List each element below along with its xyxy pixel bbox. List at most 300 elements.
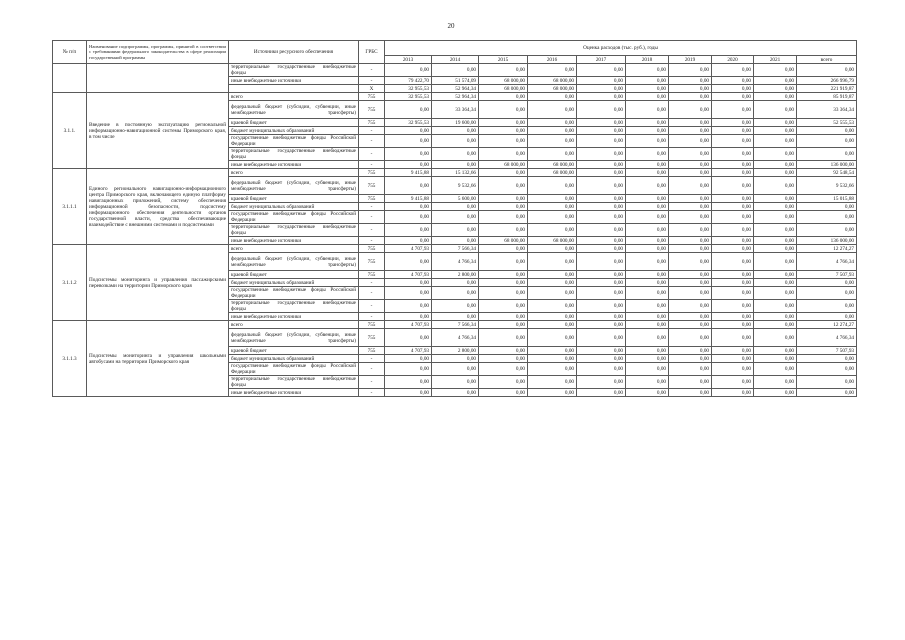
year-value: 0,00	[528, 329, 577, 347]
grbs-code: 755	[359, 195, 385, 203]
year-value: 68 000,00	[528, 85, 577, 93]
year-value: 0,00	[712, 195, 754, 203]
year-value: 0,00	[577, 177, 626, 195]
year-value: 0,00	[754, 77, 797, 85]
year-value: 0,00	[669, 287, 712, 300]
year-value: 68 000,00	[479, 85, 528, 93]
year-value: 0,00	[669, 64, 712, 77]
grbs-code: -	[359, 287, 385, 300]
row-total-value: 0,00	[797, 287, 857, 300]
year-value: 0,00	[385, 203, 432, 211]
year-value: 0,00	[669, 85, 712, 93]
funding-source: территориальные государственные внебюджетные фонды	[229, 148, 359, 161]
year-value: 0,00	[669, 347, 712, 355]
year-value: 0,00	[385, 376, 432, 389]
grbs-code: 755	[359, 177, 385, 195]
row-total-value: 0,00	[797, 224, 857, 237]
row-total-value: 33 364,34	[797, 101, 857, 119]
year-value: 0,00	[754, 321, 797, 329]
year-value: 0,00	[528, 279, 577, 287]
row-total-value: 0,00	[797, 279, 857, 287]
row-total-value: 0,00	[797, 127, 857, 135]
header-year: 2013	[385, 56, 432, 64]
year-value: 52 964,34	[432, 93, 479, 101]
year-value: 0,00	[754, 287, 797, 300]
year-value: 0,00	[479, 287, 528, 300]
row-total-value: 0,00	[797, 389, 857, 397]
row-total-value: 12 274,27	[797, 321, 857, 329]
funding-source: территориальные государственные внебюджетные фонды	[229, 300, 359, 313]
year-value: 0,00	[669, 161, 712, 169]
year-value: 0,00	[669, 389, 712, 397]
year-value: 0,00	[754, 127, 797, 135]
funding-source: иные внебюджетные источники	[229, 313, 359, 321]
year-value: 0,00	[577, 127, 626, 135]
year-value: 0,00	[432, 224, 479, 237]
item-number: 3.1.1.1	[53, 169, 87, 245]
grbs-code: -	[359, 389, 385, 397]
grbs-code: 755	[359, 245, 385, 253]
header-year: 2017	[577, 56, 626, 64]
grbs-code: 755	[359, 253, 385, 271]
grbs-code: -	[359, 135, 385, 148]
grbs-code: X	[359, 85, 385, 93]
year-value: 0,00	[626, 119, 669, 127]
year-value: 0,00	[712, 313, 754, 321]
year-value: 0,00	[432, 148, 479, 161]
header-year: 2019	[669, 56, 712, 64]
year-value: 0,00	[626, 77, 669, 85]
table-row	[53, 93, 857, 101]
row-total-value: 7 507,93	[797, 347, 857, 355]
header-grbs: ГРБС	[359, 41, 385, 64]
year-value: 0,00	[577, 253, 626, 271]
year-value: 68 000,00	[528, 77, 577, 85]
year-value: 0,00	[669, 93, 712, 101]
year-value: 5 600,00	[432, 195, 479, 203]
item-number: 3.1.1.	[53, 93, 87, 169]
year-value: 0,00	[479, 203, 528, 211]
year-value: 0,00	[754, 195, 797, 203]
year-value: 0,00	[626, 195, 669, 203]
year-value: 0,00	[432, 363, 479, 376]
row-total-value: 12 274,27	[797, 245, 857, 253]
year-value: 0,00	[626, 347, 669, 355]
year-value: 0,00	[577, 313, 626, 321]
funding-source: федеральный бюджет (субсидии, субвенции, иные межбюджетные трансферты)	[229, 329, 359, 347]
year-value: 0,00	[712, 363, 754, 376]
year-value: 0,00	[577, 135, 626, 148]
year-value: 0,00	[432, 64, 479, 77]
year-value: 0,00	[577, 300, 626, 313]
year-value: 0,00	[626, 237, 669, 245]
grbs-code: -	[359, 64, 385, 77]
year-value: 0,00	[669, 203, 712, 211]
year-value: 32 955,53	[385, 119, 432, 127]
year-value: 0,00	[754, 313, 797, 321]
year-value: 0,00	[754, 93, 797, 101]
grbs-code: -	[359, 203, 385, 211]
year-value: 0,00	[577, 148, 626, 161]
row-total-value: 4 766,34	[797, 329, 857, 347]
year-value: 0,00	[528, 119, 577, 127]
row-total-value: 0,00	[797, 135, 857, 148]
year-value: 0,00	[669, 127, 712, 135]
year-value: 0,00	[712, 161, 754, 169]
year-value: 0,00	[577, 376, 626, 389]
funding-source: государственные внебюджетные фонды Российской Федерации	[229, 287, 359, 300]
funding-source: бюджет муниципальных образований	[229, 127, 359, 135]
year-value: 0,00	[528, 355, 577, 363]
year-value: 0,00	[479, 148, 528, 161]
year-value: 0,00	[432, 355, 479, 363]
year-value: 0,00	[669, 279, 712, 287]
year-value: 0,00	[712, 329, 754, 347]
year-value: 0,00	[626, 224, 669, 237]
year-value: 0,00	[626, 355, 669, 363]
year-value: 0,00	[669, 321, 712, 329]
year-value: 9 415,88	[385, 195, 432, 203]
year-value: 0,00	[626, 279, 669, 287]
year-value: 0,00	[754, 177, 797, 195]
grbs-code: 755	[359, 93, 385, 101]
year-value: 0,00	[754, 211, 797, 224]
year-value: 4 707,93	[385, 271, 432, 279]
year-value: 0,00	[712, 211, 754, 224]
year-value: 0,00	[712, 253, 754, 271]
year-value: 0,00	[385, 300, 432, 313]
row-total-value: 0,00	[797, 211, 857, 224]
row-total-value: 266 996,79	[797, 77, 857, 85]
table-row	[53, 64, 857, 77]
grbs-code: -	[359, 279, 385, 287]
year-value: 0,00	[479, 271, 528, 279]
year-value: 0,00	[385, 211, 432, 224]
year-value: 0,00	[528, 347, 577, 355]
funding-source: бюджет муниципальных образований	[229, 203, 359, 211]
year-value: 0,00	[626, 177, 669, 195]
year-value: 0,00	[626, 148, 669, 161]
year-value: 0,00	[712, 300, 754, 313]
year-value: 0,00	[385, 101, 432, 119]
year-value: 0,00	[626, 321, 669, 329]
funding-source: краевой бюджет	[229, 271, 359, 279]
year-value: 0,00	[626, 203, 669, 211]
year-value: 0,00	[754, 85, 797, 93]
grbs-code: 755	[359, 101, 385, 119]
year-value: 0,00	[528, 127, 577, 135]
year-value: 0,00	[577, 93, 626, 101]
year-value: 0,00	[626, 389, 669, 397]
row-total-value: 136 000,00	[797, 237, 857, 245]
year-value: 7 566,34	[432, 321, 479, 329]
year-value: 0,00	[577, 119, 626, 127]
year-value: 0,00	[385, 177, 432, 195]
year-value: 0,00	[385, 237, 432, 245]
header-total: всего	[797, 56, 857, 64]
funding-source: всего	[229, 321, 359, 329]
year-value: 0,00	[626, 376, 669, 389]
funding-source: территориальные государственные внебюджетные фонды	[229, 376, 359, 389]
year-value: 0,00	[528, 203, 577, 211]
row-total-value: 4 766,34	[797, 253, 857, 271]
year-value: 0,00	[577, 203, 626, 211]
year-value: 0,00	[577, 237, 626, 245]
year-value: 0,00	[626, 313, 669, 321]
year-value: 4 766,34	[432, 329, 479, 347]
funding-source: иные внебюджетные источники	[229, 77, 359, 85]
year-value: 0,00	[626, 211, 669, 224]
funding-source: краевой бюджет	[229, 347, 359, 355]
funding-source: бюджет муниципальных образований	[229, 279, 359, 287]
year-value: 0,00	[577, 64, 626, 77]
grbs-code: -	[359, 363, 385, 376]
year-value: 9 415,88	[385, 169, 432, 177]
year-value: 0,00	[712, 177, 754, 195]
program-name	[87, 64, 229, 93]
year-value: 0,00	[626, 363, 669, 376]
year-value: 0,00	[528, 363, 577, 376]
year-value: 0,00	[577, 287, 626, 300]
year-value: 0,00	[626, 93, 669, 101]
year-value: 0,00	[385, 161, 432, 169]
year-value: 0,00	[577, 347, 626, 355]
item-number	[53, 64, 87, 93]
year-value: 0,00	[528, 211, 577, 224]
program-name: Подсистемы мониторинга и управления школьными автобусами на территории Приморского края	[87, 321, 229, 397]
table-row	[53, 321, 857, 329]
row-total-value: 0,00	[797, 363, 857, 376]
year-value: 0,00	[577, 389, 626, 397]
year-value: 0,00	[754, 347, 797, 355]
year-value: 68 000,00	[479, 161, 528, 169]
year-value: 0,00	[479, 127, 528, 135]
row-total-value: 7 507,93	[797, 271, 857, 279]
year-value: 33 364,34	[432, 101, 479, 119]
year-value: 0,00	[669, 300, 712, 313]
year-value: 0,00	[712, 77, 754, 85]
year-value: 0,00	[626, 253, 669, 271]
grbs-code: -	[359, 376, 385, 389]
table-row	[53, 245, 857, 253]
year-value: 0,00	[712, 169, 754, 177]
year-value: 0,00	[669, 135, 712, 148]
row-total-value: 92 548,54	[797, 169, 857, 177]
funding-source: государственные внебюджетные фонды Российской Федерации	[229, 211, 359, 224]
program-name: Единого регионального навигационно-информационного центра Приморского края, включающего единую платформу навигационных приложений, систему обеспечения информационной безопасности, подсистему информационного обеспечения деятельности органов государственной власти, средства обеспечивающие взаимодействие с внешними системами и подсистемами	[87, 169, 229, 245]
year-value: 0,00	[479, 329, 528, 347]
year-value: 0,00	[669, 253, 712, 271]
year-value: 52 964,34	[432, 85, 479, 93]
grbs-code: 755	[359, 347, 385, 355]
year-value: 0,00	[577, 101, 626, 119]
year-value: 0,00	[528, 135, 577, 148]
year-value: 0,00	[432, 135, 479, 148]
year-value: 0,00	[669, 169, 712, 177]
year-value: 0,00	[432, 203, 479, 211]
year-value: 0,00	[577, 321, 626, 329]
year-value: 0,00	[754, 224, 797, 237]
year-value: 0,00	[479, 177, 528, 195]
year-value: 2 800,00	[432, 271, 479, 279]
year-value: 0,00	[479, 64, 528, 77]
page-number: 20	[447, 22, 455, 30]
year-value: 0,00	[479, 245, 528, 253]
year-value: 0,00	[669, 148, 712, 161]
year-value: 0,00	[577, 169, 626, 177]
year-value: 0,00	[712, 237, 754, 245]
year-value: 0,00	[577, 77, 626, 85]
year-value: 0,00	[479, 347, 528, 355]
row-total-value: 0,00	[797, 355, 857, 363]
year-value: 0,00	[626, 271, 669, 279]
year-value: 0,00	[712, 279, 754, 287]
year-value: 0,00	[712, 148, 754, 161]
funding-source: федеральный бюджет (субсидии, субвенции, иные межбюджетные трансферты)	[229, 253, 359, 271]
year-value: 0,00	[626, 169, 669, 177]
funding-source: государственные внебюджетные фонды Российской Федерации	[229, 363, 359, 376]
year-value: 0,00	[669, 195, 712, 203]
header-year: 2014	[432, 56, 479, 64]
funding-source: всего	[229, 169, 359, 177]
year-value: 32 955,53	[385, 93, 432, 101]
year-value: 0,00	[479, 313, 528, 321]
year-value: 0,00	[669, 313, 712, 321]
year-value: 0,00	[385, 329, 432, 347]
year-value: 0,00	[385, 135, 432, 148]
year-value: 0,00	[712, 127, 754, 135]
year-value: 0,00	[432, 389, 479, 397]
year-value: 0,00	[669, 355, 712, 363]
funding-source: иные внебюджетные источники	[229, 237, 359, 245]
row-total-value: 136 000,00	[797, 161, 857, 169]
header-year: 2015	[479, 56, 528, 64]
year-value: 0,00	[712, 101, 754, 119]
year-value: 0,00	[528, 224, 577, 237]
year-value: 0,00	[669, 363, 712, 376]
year-value: 0,00	[712, 203, 754, 211]
year-value: 0,00	[577, 211, 626, 224]
grbs-code: 755	[359, 271, 385, 279]
year-value: 0,00	[669, 224, 712, 237]
row-total-value: 9 532,66	[797, 177, 857, 195]
year-value: 0,00	[385, 363, 432, 376]
year-value: 0,00	[754, 148, 797, 161]
year-value: 0,00	[432, 287, 479, 300]
year-value: 0,00	[577, 85, 626, 93]
header-year: 2020	[712, 56, 754, 64]
grbs-code: -	[359, 237, 385, 245]
year-value: 0,00	[754, 355, 797, 363]
year-value: 0,00	[528, 253, 577, 271]
year-value: 0,00	[432, 161, 479, 169]
year-value: 0,00	[479, 93, 528, 101]
year-value: 0,00	[577, 363, 626, 376]
year-value: 68 000,00	[528, 161, 577, 169]
year-value: 0,00	[385, 389, 432, 397]
year-value: 0,00	[577, 245, 626, 253]
year-value: 0,00	[669, 177, 712, 195]
year-value: 4 707,93	[385, 321, 432, 329]
funding-source: федеральный бюджет (субсидии, субвенции, иные межбюджетные трансферты)	[229, 177, 359, 195]
grbs-code: -	[359, 77, 385, 85]
year-value: 0,00	[479, 300, 528, 313]
year-value: 4 766,34	[432, 253, 479, 271]
year-value: 0,00	[528, 245, 577, 253]
year-value: 0,00	[669, 237, 712, 245]
year-value: 0,00	[385, 64, 432, 77]
program-name: Подсистемы мониторинга и управления пассажирскими перевозками на территории Приморского края	[87, 245, 229, 321]
year-value: 0,00	[712, 135, 754, 148]
year-value: 0,00	[479, 363, 528, 376]
year-value: 0,00	[385, 287, 432, 300]
year-value: 0,00	[626, 135, 669, 148]
year-value: 0,00	[432, 127, 479, 135]
grbs-code: -	[359, 313, 385, 321]
budget-table	[52, 40, 857, 397]
row-total-value: 0,00	[797, 203, 857, 211]
funding-source: иные внебюджетные источники	[229, 389, 359, 397]
year-value: 0,00	[712, 93, 754, 101]
year-value: 0,00	[479, 119, 528, 127]
funding-source: территориальные государственные внебюджетные фонды	[229, 64, 359, 77]
year-value: 0,00	[479, 376, 528, 389]
header-funding-source: Источники ресурсного обеспечения	[229, 41, 359, 64]
year-value: 0,00	[626, 101, 669, 119]
year-value: 0,00	[754, 119, 797, 127]
year-value: 0,00	[577, 195, 626, 203]
year-value: 0,00	[385, 253, 432, 271]
year-value: 0,00	[479, 253, 528, 271]
year-value: 0,00	[712, 347, 754, 355]
year-value: 0,00	[577, 355, 626, 363]
funding-source: всего	[229, 93, 359, 101]
year-value: 15 132,66	[432, 169, 479, 177]
year-value: 0,00	[385, 148, 432, 161]
grbs-code: 755	[359, 329, 385, 347]
year-value: 4 707,93	[385, 347, 432, 355]
row-total-value: 0,00	[797, 64, 857, 77]
year-value: 0,00	[479, 195, 528, 203]
year-value: 0,00	[528, 313, 577, 321]
funding-source	[229, 85, 359, 93]
year-value: 0,00	[528, 271, 577, 279]
grbs-code: -	[359, 355, 385, 363]
year-value: 0,00	[626, 329, 669, 347]
year-value: 0,00	[479, 135, 528, 148]
header-no: № п/п	[53, 41, 87, 64]
grbs-code: -	[359, 224, 385, 237]
year-value: 0,00	[669, 245, 712, 253]
table-row	[53, 169, 857, 177]
year-value: 0,00	[432, 279, 479, 287]
year-value: 68 000,00	[479, 77, 528, 85]
year-value: 0,00	[754, 169, 797, 177]
year-value: 4 707,93	[385, 245, 432, 253]
year-value: 68 000,00	[528, 169, 577, 177]
grbs-code: -	[359, 127, 385, 135]
year-value: 0,00	[754, 237, 797, 245]
year-value: 0,00	[754, 329, 797, 347]
year-value: 0,00	[479, 355, 528, 363]
year-value: 0,00	[669, 271, 712, 279]
grbs-code: -	[359, 148, 385, 161]
year-value: 0,00	[528, 195, 577, 203]
year-value: 0,00	[712, 355, 754, 363]
row-total-value: 0,00	[797, 376, 857, 389]
year-value: 0,00	[669, 119, 712, 127]
year-value: 0,00	[754, 363, 797, 376]
